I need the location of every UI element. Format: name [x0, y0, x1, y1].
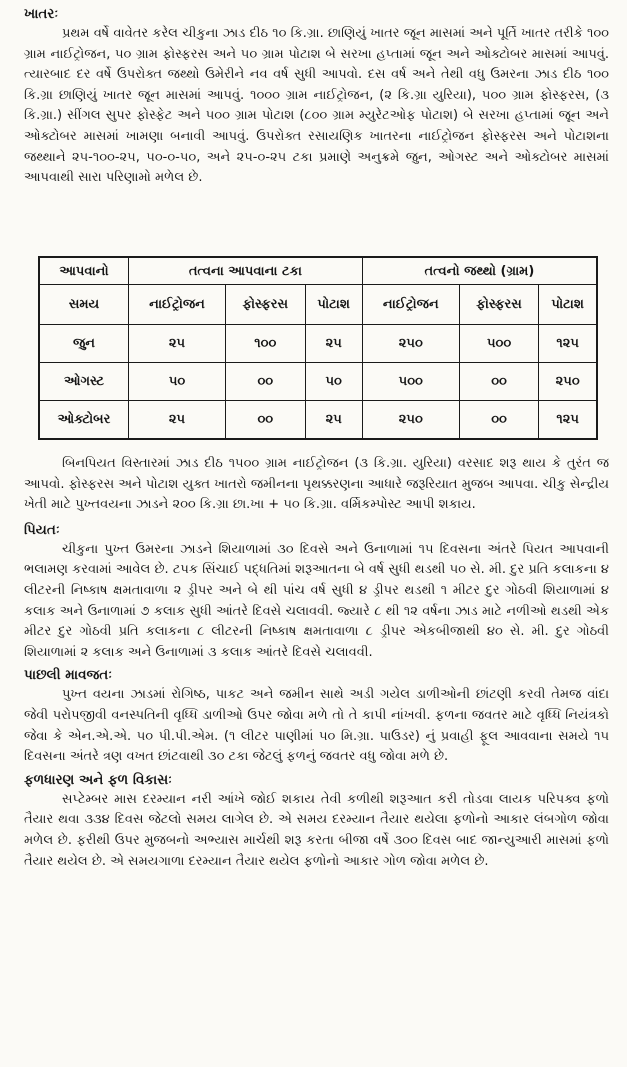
irrigation-heading: પિયતઃ [24, 521, 60, 538]
value-cell: ૧૨૫ [539, 325, 597, 363]
group-quantity-header: તત્વનો જથ્થો (ગ્રામ) [362, 257, 597, 285]
value-cell: ૫૦૦ [362, 363, 459, 401]
month-cell: ઓક્ટોબર [39, 401, 129, 440]
fertilizer-heading: ખાતરઃ [24, 6, 59, 22]
month-cell: ઓગસ્ટ [39, 363, 129, 401]
nutrient-header: નાઈટ્રોજન [362, 285, 459, 325]
value-cell: ૨૫ [129, 401, 226, 440]
aftercare-heading: પાછલી માવજતઃ [24, 667, 113, 684]
value-cell: ૨૫ [305, 325, 362, 363]
value-cell: ૫૦ [305, 363, 362, 401]
nutrient-header: નાઈટ્રોજન [129, 285, 226, 325]
fertilizer-schedule-table-wrap [38, 256, 598, 440]
group-percent-header: તત્વના આપવાના ટકા [129, 257, 363, 285]
value-cell: ૧૦૦ [226, 325, 306, 363]
fruiting-section [24, 770, 609, 872]
aftercare-section [24, 665, 609, 767]
non-irrigated-paragraph: બિનપિયત વિસ્તારમાં ઝાડ દીઠ ૧૫૦૦ ગ્રામ નાઈટ્રોજન (૩ કિ.ગ્રા. યુરિયા) વરસાદ શરૂ થાય કે તુરંત જ આપવો. ફોસ્ફરસ અને પોટાશ યુક્ત ખાતરો જમીનના પૃથક્કરણના આધારે જરૂરિયાત મુજબ આપવા. ચીકુ સેન્દ્રીય ખેતી માટે પુખ્તવયના ઝાડને ૨૦૦ કિ.ગ્રા છા.ખા + ૫૦ કિ.ગ્રા. વર્મિકમ્પોસ્ટ આપી શકાય. [24, 456, 609, 513]
nutrient-header: પોટાશ [305, 285, 362, 325]
table-header-row [39, 257, 597, 285]
nutrient-header: પોટાશ [539, 285, 597, 325]
nutrient-header: ફોસ્ફરસ [459, 285, 539, 325]
value-cell: ૨૫ [305, 401, 362, 440]
table-row [39, 325, 597, 363]
nutrient-header: ફોસ્ફરસ [226, 285, 306, 325]
value-cell: ૧૨૫ [539, 401, 597, 440]
value-cell: ૫૦ [129, 363, 226, 401]
value-cell: ૦૦ [226, 363, 306, 401]
fertilizer-schedule-table [38, 256, 598, 440]
fruiting-paragraph: સપ્ટેમ્બર માસ દરમ્યાન નરી આંખે જોઈ શકાય તેવી કળીથી શરૂઆત કરી તોડવા લાયક પરિપક્વ ફળો તૈયાર થવા ૩૩૪ દિવસ જેટલો સમય લાગેલ છે. એ સમય દરમ્યાન તૈયાર થયેલા ફળોનો આકાર લંબગોળ જોવા મળેલ છે. ફરીથી ઉપર મુજબનો અભ્યાસ માર્ચથી શરૂ કરતા બીજા વર્ષે ૩૦૦ દિવસ બાદ જાન્યુઆરી માસમાં ફળો તૈયાર થયેલ છે. એ સમયગાળા દરમ્યાન તૈયાર થયેલ ફળોનો આકાર ગોળ જોવા મળેલ છે. [24, 791, 609, 869]
fruiting-heading: ફળધારણ અને ફળ વિકાસઃ [24, 771, 173, 788]
irrigation-section [24, 520, 609, 664]
non-irrigated-section [24, 454, 609, 516]
aftercare-paragraph: પુખ્ત વયના ઝાડમાં રોગિષ્ઠ, પાકટ અને જમીન સાથે અડી ગયેલ ડાળીઓની છાંટણી કરવી તેમજ વાંદા જેવી પરોપજીવી વનસ્પતિની વૃધ્ધિ ડાળીઓ ઉપર જોવા મળે તો તે કાપી નાંખવી. ફળના જવતર માટે વૃધ્ધિ નિયંત્રકો જેવા કે એન.એ.એ. ૫૦ પી.પી.એમ. (૧ લીટર પાણીમાં ૫૦ મિ.ગ્રા. પાઉડર) નું પ્રવાહી ફૂલ આવવાના સમયે ૧૫ દિવસના અંતરે ત્રણ વખત છાંટવાથી ૩૦ ટકા જેટલું ફળનું જવતર વધુ જોવા મળે છે. [24, 687, 609, 765]
col-when-line1: આપવાનો [39, 257, 129, 285]
value-cell: ૦૦ [226, 401, 306, 440]
irrigation-paragraph: ચીકુના પુખ્ત ઉમરના ઝાડને શિયાળામાં ૩૦ દિવસે અને ઉનાળામાં ૧૫ દિવસના અંતરે પિયત આપવાની ભલામણ કરવામાં આવેલ છે. ટપક સિંચાઈ પદ્ધતિમાં શરૂઆતના બે વર્ષ સુધી થડથી ૫૦ સે. મી. દુર પ્રતિ કલાકના ૪ લીટરની નિષ્કાષ ક્ષમતાવાળા ૨ ડ્રીપર અને બે થી પાંચ વર્ષ સુધી ૪ ડ્રીપર થડથી ૧ મીટર દુર ગોઠવી શિયાળામાં ૪ કલાક અને ઉનાળામાં ૭ કલાક સુધી આંતરે દિવસે ચલાવવી. જ્યારે ૮ થી ૧૨ વર્ષના ઝાડ માટે નળીઓ થડથી એક મીટર દુર ગોઠવી પ્રતિ કલાકના ૮ લીટરની નિષ્કાષ ક્ષમતાવાળા ૮ ડ્રીપર એકબીજાથી ૪૦ સે. મી. દુર ગોઠવી શિયાળામાં ૨ કલાક અને ઉનાળામાં ૩ કલાક આંતરે દિવસે ચલાવવી. [24, 541, 609, 660]
table-row [39, 363, 597, 401]
month-cell: જુન [39, 325, 129, 363]
value-cell: ૨૫૦ [539, 363, 597, 401]
value-cell: ૫૦૦ [459, 325, 539, 363]
value-cell: ૨૫૦ [362, 325, 459, 363]
col-when-line2: સમય [39, 285, 129, 325]
table-row [39, 401, 597, 440]
fertilizer-paragraph: પ્રથમ વર્ષે વાવેતર કરેલ ચીકુના ઝાડ દીઠ ૧૦ કિ.ગ્રા. છાણિયું ખાતર જૂન માસમાં અને પૂર્તિ ખાતર તરીકે ૧૦૦ ગ્રામ નાઈટ્રોજન, ૫૦ ગ્રામ ફોસ્ફરસ અને ૫૦ ગ્રામ પોટાશ બે સરખા હપ્તામાં જૂન અને ઓક્ટોબર માસમાં આપવું. ત્યારબાદ દર વર્ષે ઉપરોક્ત જથ્થો ઉમેરીને નવ વર્ષ સુધી આપવો. દસ વર્ષ અને તેથી વધુ ઉમરના ઝાડ દીઠ ૧૦૦ કિ.ગ્રા છાણિયું ખાતર જૂન માસમાં આપવું. ૧૦૦૦ ગ્રામ નાઈટ્રોજન, (૨ કિ.ગ્રા યુરિયા), ૫૦૦ ગ્રામ ફોસ્ફરસ, (૩ કિ.ગ્રા.) સીંગલ સુપર ફોસ્ફેટ અને ૫૦૦ ગ્રામ પોટાશ (૮૦૦ ગ્રામ મ્યુરેટઓફ પોટાશ) બે સરખા હપ્તામાં જૂન અને ઓક્ટોબર માસમાં ખામણા બનાવી આપવું. ઉપરોક્ત રસાયણિક ખાતરના નાઈટ્રોજન ફોસ્ફરસ અને પોટાશના જથ્થાને ૨૫-૧૦૦-૨૫, ૫૦-૦-૫૦, અને ૨૫-૦-૨૫ ટકા પ્રમાણે અનુક્રમે જુન, ઓગસ્ટ અને ઓક્ટોબર માસમાં આપવાથી સારા પરિણામો મળેલ છે. [24, 26, 609, 186]
value-cell: ૦૦ [459, 363, 539, 401]
value-cell: ૦૦ [459, 401, 539, 440]
table-subheader-row [39, 285, 597, 325]
fertilizer-section [24, 4, 609, 250]
value-cell: ૨૫ [129, 325, 226, 363]
value-cell: ૨૫૦ [362, 401, 459, 440]
